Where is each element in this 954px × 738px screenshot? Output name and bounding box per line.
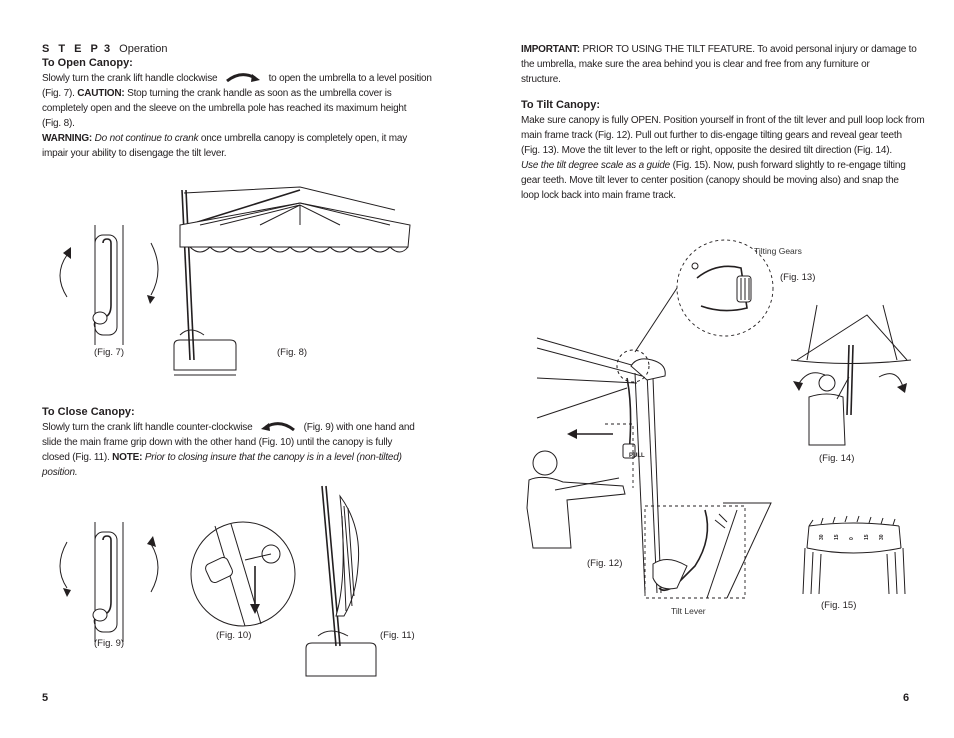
important-line-1: PRIOR TO USING THE TILT FEATURE. To avoid personal injury or damage to [579, 44, 917, 55]
clockwise-arrow-icon [225, 72, 261, 84]
fig15-caption: (Fig. 15) [821, 600, 857, 611]
step-heading [42, 43, 167, 55]
step-title: Operation [119, 43, 168, 55]
open-line-1a: Slowly turn the crank lift handle clockwise [42, 73, 218, 84]
fig15-tilt-scale-illustration [803, 518, 907, 598]
fig11-umbrella-closed-illustration [300, 486, 390, 678]
scale-mark-2: 15 [834, 534, 840, 540]
close-canopy-heading: To Close Canopy: [42, 406, 135, 418]
tilt-line-1: Make sure canopy is fully OPEN. Position yourself in front of the tilt lever and pull loop lock from [521, 115, 925, 126]
fig7-crank-illustration [55, 225, 165, 345]
pull-label: PULL [629, 453, 645, 459]
fig7-caption: (Fig. 7) [94, 347, 125, 358]
counter-clockwise-arrow-icon [260, 421, 296, 433]
close-line-4: position. [42, 467, 78, 478]
caution-label: CAUTION: [77, 88, 125, 99]
fig12-caption: (Fig. 12) [587, 558, 623, 569]
tilt-line-6: loop lock back into main frame track. [521, 190, 676, 201]
step-word: S T E P [42, 43, 101, 55]
note-label: NOTE: [112, 452, 143, 463]
warning-rest: once umbrella canopy is completely open, it may [198, 133, 408, 144]
fig14-tilt-direction-illustration [787, 305, 917, 450]
close-line-1b: (Fig. 9) with one hand and [303, 422, 415, 433]
fig8-caption: (Fig. 8) [277, 347, 308, 358]
scale-mark-3: 0 [849, 537, 855, 540]
warning-label: WARNING: [42, 133, 93, 144]
important-line-3: structure. [521, 74, 561, 85]
step-number: 3 [103, 43, 111, 55]
page-number-right: 6 [903, 692, 910, 704]
scale-mark-1: 30 [819, 534, 825, 540]
close-canopy-text [42, 420, 442, 480]
tilt-line-4-rest: (Fig. 15). Now, push forward slightly to re-engage tilting [670, 160, 906, 171]
open-line-6: impair your ability to disengage the tilt lever. [42, 148, 227, 159]
fig14-caption: (Fig. 14) [819, 453, 855, 464]
fig13-caption: (Fig. 13) [780, 272, 816, 283]
fig12-tilt-illustration [527, 248, 817, 618]
open-line-4: (Fig. 8). [42, 118, 75, 129]
open-line-1b: to open the umbrella to a level position [268, 73, 432, 84]
tilt-lever-label: Tilt Lever [671, 606, 706, 616]
open-canopy-heading: To Open Canopy: [42, 57, 133, 69]
warning-italic: Do not continue to crank [92, 133, 199, 144]
important-text [521, 42, 921, 87]
scale-mark-4: 15 [864, 534, 870, 540]
tilt-line-4-italic: Use the tilt degree scale as a guide [521, 160, 671, 171]
tilt-canopy-text [521, 113, 925, 203]
note-italic: Prior to closing insure that the canopy is in a level (non-tilted) [142, 452, 402, 463]
open-canopy-text [42, 71, 442, 161]
fig10-grip-illustration [185, 520, 305, 630]
fig11-caption: (Fig. 11) [380, 630, 415, 641]
page-number-left: 5 [42, 692, 49, 704]
open-line-2a: (Fig. 7). [42, 88, 78, 99]
tilt-line-3: (Fig. 13). Move the tilt lever to the left or right, opposite the desired tilt direction (Fig. 14). [521, 145, 892, 156]
open-line-2b: Stop turning the crank handle as soon as the umbrella cover is [124, 88, 392, 99]
tilt-canopy-heading: To Tilt Canopy: [521, 99, 601, 111]
tilt-line-5: gear teeth. Move tilt lever to center position (canopy should be moving also) and snap the [521, 175, 899, 186]
important-label: IMPORTANT: [521, 44, 580, 55]
fig9-caption: (Fig. 9) [94, 638, 125, 649]
important-line-2: the umbrella, make sure the area behind you is clear and free from any furniture or [521, 59, 870, 70]
tilting-gears-label: Tilting Gears [754, 246, 802, 256]
scale-mark-5: 30 [879, 534, 885, 540]
right-page [477, 0, 954, 738]
close-line-3a: closed (Fig. 11). [42, 452, 113, 463]
fig10-caption: (Fig. 10) [216, 630, 252, 641]
fig9-crank-illustration [55, 522, 165, 642]
close-line-2: slide the main frame grip down with the other hand (Fig. 10) until the canopy is fully [42, 437, 393, 448]
tilt-line-2: main frame track (Fig. 12). Pull out further to dis-engage tilting gears and reveal gear teeth [521, 130, 902, 141]
close-line-1a: Slowly turn the crank lift handle counter-clockwise [42, 422, 253, 433]
open-line-3: completely open and the sleeve on the umbrella pole has reached its maximum height [42, 103, 407, 114]
